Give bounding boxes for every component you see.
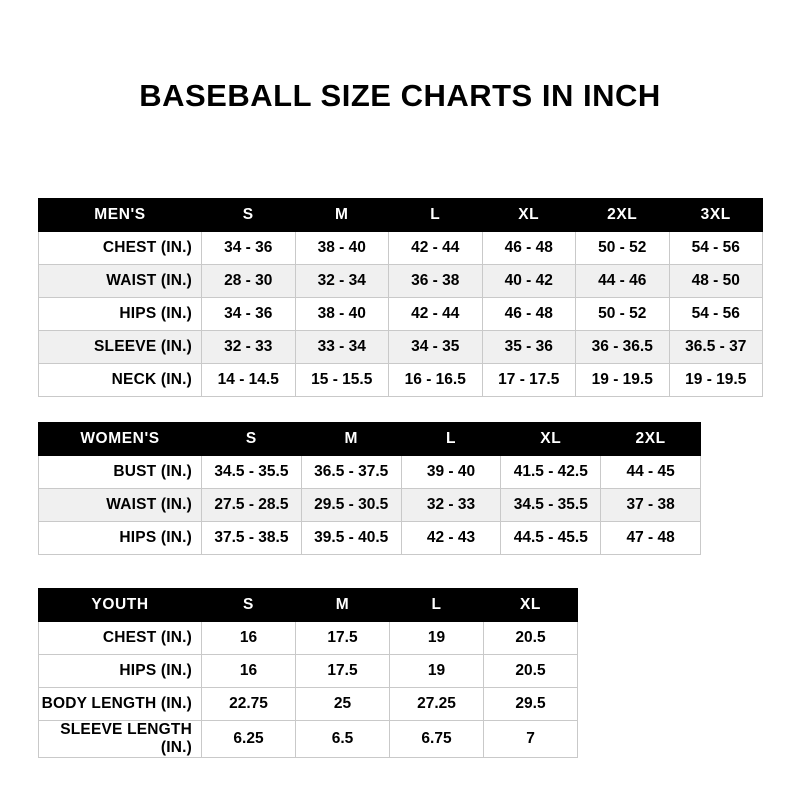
table-cell: 50 - 52: [576, 232, 670, 265]
column-header: S: [202, 423, 302, 456]
row-label: HIPS (IN.): [39, 522, 202, 555]
table-cell: 29.5: [484, 688, 578, 721]
table-row: [39, 622, 578, 655]
column-header: L: [390, 589, 484, 622]
table-cell: 32 - 33: [401, 489, 501, 522]
table-cell: 25: [296, 688, 390, 721]
table-cell: 41.5 - 42.5: [501, 456, 601, 489]
table-row: [39, 331, 763, 364]
column-header: XL: [501, 423, 601, 456]
column-header: 3XL: [669, 199, 763, 232]
table-cell: 36 - 38: [389, 265, 483, 298]
table-cell: 47 - 48: [601, 522, 701, 555]
table-cell: 44.5 - 45.5: [501, 522, 601, 555]
table-cell: 34 - 36: [202, 298, 296, 331]
table-cell: 17.5: [296, 655, 390, 688]
column-header: 2XL: [576, 199, 670, 232]
table-cell: 35 - 36: [482, 331, 576, 364]
table-cell: 46 - 48: [482, 298, 576, 331]
table-cell: 16: [202, 622, 296, 655]
table-cell: 22.75: [202, 688, 296, 721]
table-cell: 34 - 35: [389, 331, 483, 364]
table-cell: 28 - 30: [202, 265, 296, 298]
column-header: XL: [484, 589, 578, 622]
table-cell: 36.5 - 37: [669, 331, 763, 364]
table-cell: 6.75: [390, 721, 484, 758]
row-label: WAIST (IN.): [39, 265, 202, 298]
row-label: WAIST (IN.): [39, 489, 202, 522]
column-header: XL: [482, 199, 576, 232]
table-cell: 34 - 36: [202, 232, 296, 265]
table-cell: 33 - 34: [295, 331, 389, 364]
column-header: L: [389, 199, 483, 232]
column-header: S: [202, 199, 296, 232]
table-cell: 17.5: [296, 622, 390, 655]
womens-size-chart: [38, 422, 701, 555]
row-label: HIPS (IN.): [39, 298, 202, 331]
table-cell: 50 - 52: [576, 298, 670, 331]
table-cell: 39 - 40: [401, 456, 501, 489]
table-cell: 6.5: [296, 721, 390, 758]
column-header: MEN'S: [39, 199, 202, 232]
table-cell: 38 - 40: [295, 232, 389, 265]
column-header: WOMEN'S: [39, 423, 202, 456]
row-label: CHEST (IN.): [39, 622, 202, 655]
table-cell: 44 - 46: [576, 265, 670, 298]
table-cell: 15 - 15.5: [295, 364, 389, 397]
table-cell: 39.5 - 40.5: [301, 522, 401, 555]
column-header: S: [202, 589, 296, 622]
row-label: HIPS (IN.): [39, 655, 202, 688]
table-cell: 27.25: [390, 688, 484, 721]
table-cell: 46 - 48: [482, 232, 576, 265]
table-cell: 42 - 44: [389, 232, 483, 265]
table-cell: 16 - 16.5: [389, 364, 483, 397]
youth-size-chart: [38, 588, 578, 758]
table-cell: 19: [390, 655, 484, 688]
table-cell: 20.5: [484, 622, 578, 655]
table-cell: 48 - 50: [669, 265, 763, 298]
table-cell: 14 - 14.5: [202, 364, 296, 397]
table-cell: 17 - 17.5: [482, 364, 576, 397]
table-cell: 7: [484, 721, 578, 758]
column-header: M: [296, 589, 390, 622]
table-cell: 29.5 - 30.5: [301, 489, 401, 522]
table-row: [39, 232, 763, 265]
row-label: CHEST (IN.): [39, 232, 202, 265]
table-row: [39, 522, 701, 555]
table-cell: 27.5 - 28.5: [202, 489, 302, 522]
table-row: [39, 688, 578, 721]
table-cell: 32 - 33: [202, 331, 296, 364]
table-cell: 42 - 44: [389, 298, 483, 331]
column-header: M: [295, 199, 389, 232]
table-row: [39, 721, 578, 758]
row-label: SLEEVE LENGTH (IN.): [39, 721, 202, 758]
column-header: 2XL: [601, 423, 701, 456]
table-cell: 54 - 56: [669, 232, 763, 265]
table-cell: 36.5 - 37.5: [301, 456, 401, 489]
row-label: SLEEVE (IN.): [39, 331, 202, 364]
table-cell: 34.5 - 35.5: [202, 456, 302, 489]
row-label: BODY LENGTH (IN.): [39, 688, 202, 721]
table-row: [39, 489, 701, 522]
table-cell: 19: [390, 622, 484, 655]
table-cell: 42 - 43: [401, 522, 501, 555]
table-cell: 37.5 - 38.5: [202, 522, 302, 555]
mens-size-chart: [38, 198, 763, 397]
page-title: BASEBALL SIZE CHARTS IN INCH: [139, 78, 661, 113]
table-cell: 19 - 19.5: [576, 364, 670, 397]
table-cell: 20.5: [484, 655, 578, 688]
table-cell: 38 - 40: [295, 298, 389, 331]
table-row: [39, 298, 763, 331]
column-header: L: [401, 423, 501, 456]
table-cell: 6.25: [202, 721, 296, 758]
column-header: YOUTH: [39, 589, 202, 622]
table-cell: 37 - 38: [601, 489, 701, 522]
column-header: M: [301, 423, 401, 456]
table-row: [39, 364, 763, 397]
table-cell: 36 - 36.5: [576, 331, 670, 364]
table-cell: 54 - 56: [669, 298, 763, 331]
table-cell: 40 - 42: [482, 265, 576, 298]
table-header-row: [39, 423, 701, 456]
table-row: [39, 265, 763, 298]
table-cell: 16: [202, 655, 296, 688]
table-cell: 44 - 45: [601, 456, 701, 489]
table-cell: 19 - 19.5: [669, 364, 763, 397]
row-label: BUST (IN.): [39, 456, 202, 489]
table-cell: 34.5 - 35.5: [501, 489, 601, 522]
table-cell: 32 - 34: [295, 265, 389, 298]
table-row: [39, 456, 701, 489]
table-row: [39, 655, 578, 688]
table-header-row: [39, 199, 763, 232]
row-label: NECK (IN.): [39, 364, 202, 397]
table-header-row: [39, 589, 578, 622]
